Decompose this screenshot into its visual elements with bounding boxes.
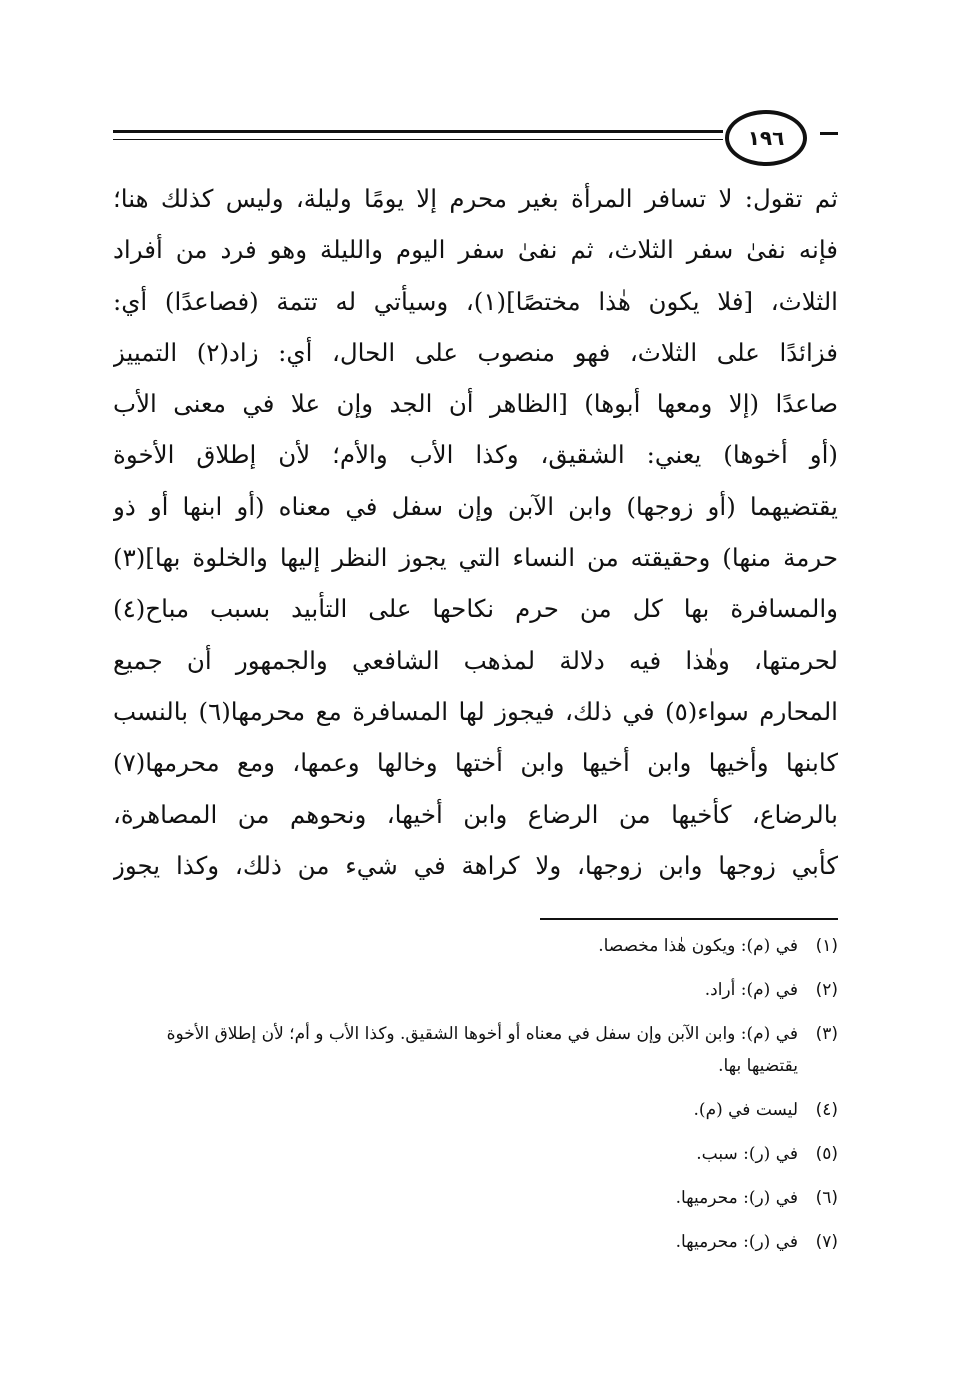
footnote-number: (٣): [815, 1024, 838, 1044]
text-line: كابنها وأخيها وابن أخيها وابن أختها وخالها وعمها، ومع محرمها(٧): [113, 748, 838, 778]
text-line: صاعدًا (إلا ومعها أبوها) [الظاهر أن الجد وإن علا في معنى الأب: [113, 389, 838, 419]
footnotes: [113, 930, 838, 1270]
footnote: [113, 1018, 838, 1082]
footnote: [113, 1138, 838, 1170]
text-line: والمسافرة بها كل من حرم نكاحها على التأبيد بسبب مباح(٤): [113, 594, 838, 624]
header-rule-end: [820, 132, 838, 135]
text-line: فإنه نفىٰ سفر الثلاث، ثم نفىٰ سفر اليوم والليلة وهو فرد من أفراد: [113, 235, 838, 265]
page-number: ١٩٦: [725, 110, 807, 166]
footnote-number: (١): [815, 936, 838, 956]
footnote-text: في (ر): محرميها.: [675, 1232, 798, 1252]
footnote-number: (٦): [815, 1188, 838, 1208]
text-line: لحرمتها، وهٰذا فيه دلالة لمذهب الشافعي والجمهور أن جميع: [113, 645, 838, 675]
footnote: [113, 974, 838, 1006]
footnote-number: (٧): [815, 1232, 838, 1252]
footnote-separator: [540, 918, 838, 920]
text-line: كأبي زوجها وابن زوجها، ولا كراهة في شيء من ذلك، وكذا يجوز: [113, 850, 838, 880]
header-rule-thick: [113, 130, 723, 133]
footnote-text: في (ر): سبب.: [696, 1144, 798, 1164]
text-line: فزائدًا على الثلاث، فهو منصوب على الحال، أي: زاد(٢) التمييز: [113, 337, 838, 367]
footnote-number: (٥): [815, 1144, 838, 1164]
text-line: ثم تقول: لا تسافر المرأة بغير محرم إلا يومًا وليلة، وليس كذلك هنا؛: [113, 184, 838, 213]
text-line: الثلاث، [فلا يكون هٰذا مختصًا](١)، وسيأتي له تتمة (فصاعدًا) أي:: [113, 286, 838, 316]
footnote: [113, 930, 838, 962]
main-text: [113, 173, 838, 891]
footnote: [113, 1182, 838, 1214]
footnote-text: ليست في (م).: [693, 1100, 798, 1120]
footnote-text: في (ر): محرميها.: [675, 1188, 798, 1208]
footnote-text: في (م): ويكون هٰذا مخصصا.: [598, 936, 798, 956]
text-line: المحارم سواء(٥) في ذلك، فيجوز لها المسافرة مع محرمها(٦) بالنسب: [113, 696, 838, 726]
text-line: حرمة منها) وحقيقته من النساء التي يجوز النظر إليها والخلوة بها](٣): [113, 543, 838, 573]
footnote: [113, 1094, 838, 1126]
header-rule-thin: [113, 139, 723, 140]
text-line: (أو أخوها) يعني: الشقيق، وكذا الأب والأم؛ لأن إطلاق الأخوة: [113, 440, 838, 470]
footnote-number: (٢): [815, 980, 838, 1000]
footnote-text: في (م): وابن الآبن وإن سفل في معناه أو أخوها الشقيق. وكذا الأب و أم؛ لأن إطلاق الأخوة يقتضيها بها.: [166, 1024, 798, 1076]
page-header: [113, 108, 838, 168]
text-line: يقتضيهما (أو زوجها) وابن الآبن وإن سفل في معناه (أو ابنها أو ذو: [113, 491, 838, 521]
footnote-text: في (م): أراد.: [704, 980, 798, 1000]
footnote-number: (٤): [815, 1100, 838, 1120]
text-line: بالرضاع، كأخيها من الرضاع وابن أخيها، ونحوهم من المصاهرة،: [113, 799, 838, 829]
footnote: [113, 1226, 838, 1258]
